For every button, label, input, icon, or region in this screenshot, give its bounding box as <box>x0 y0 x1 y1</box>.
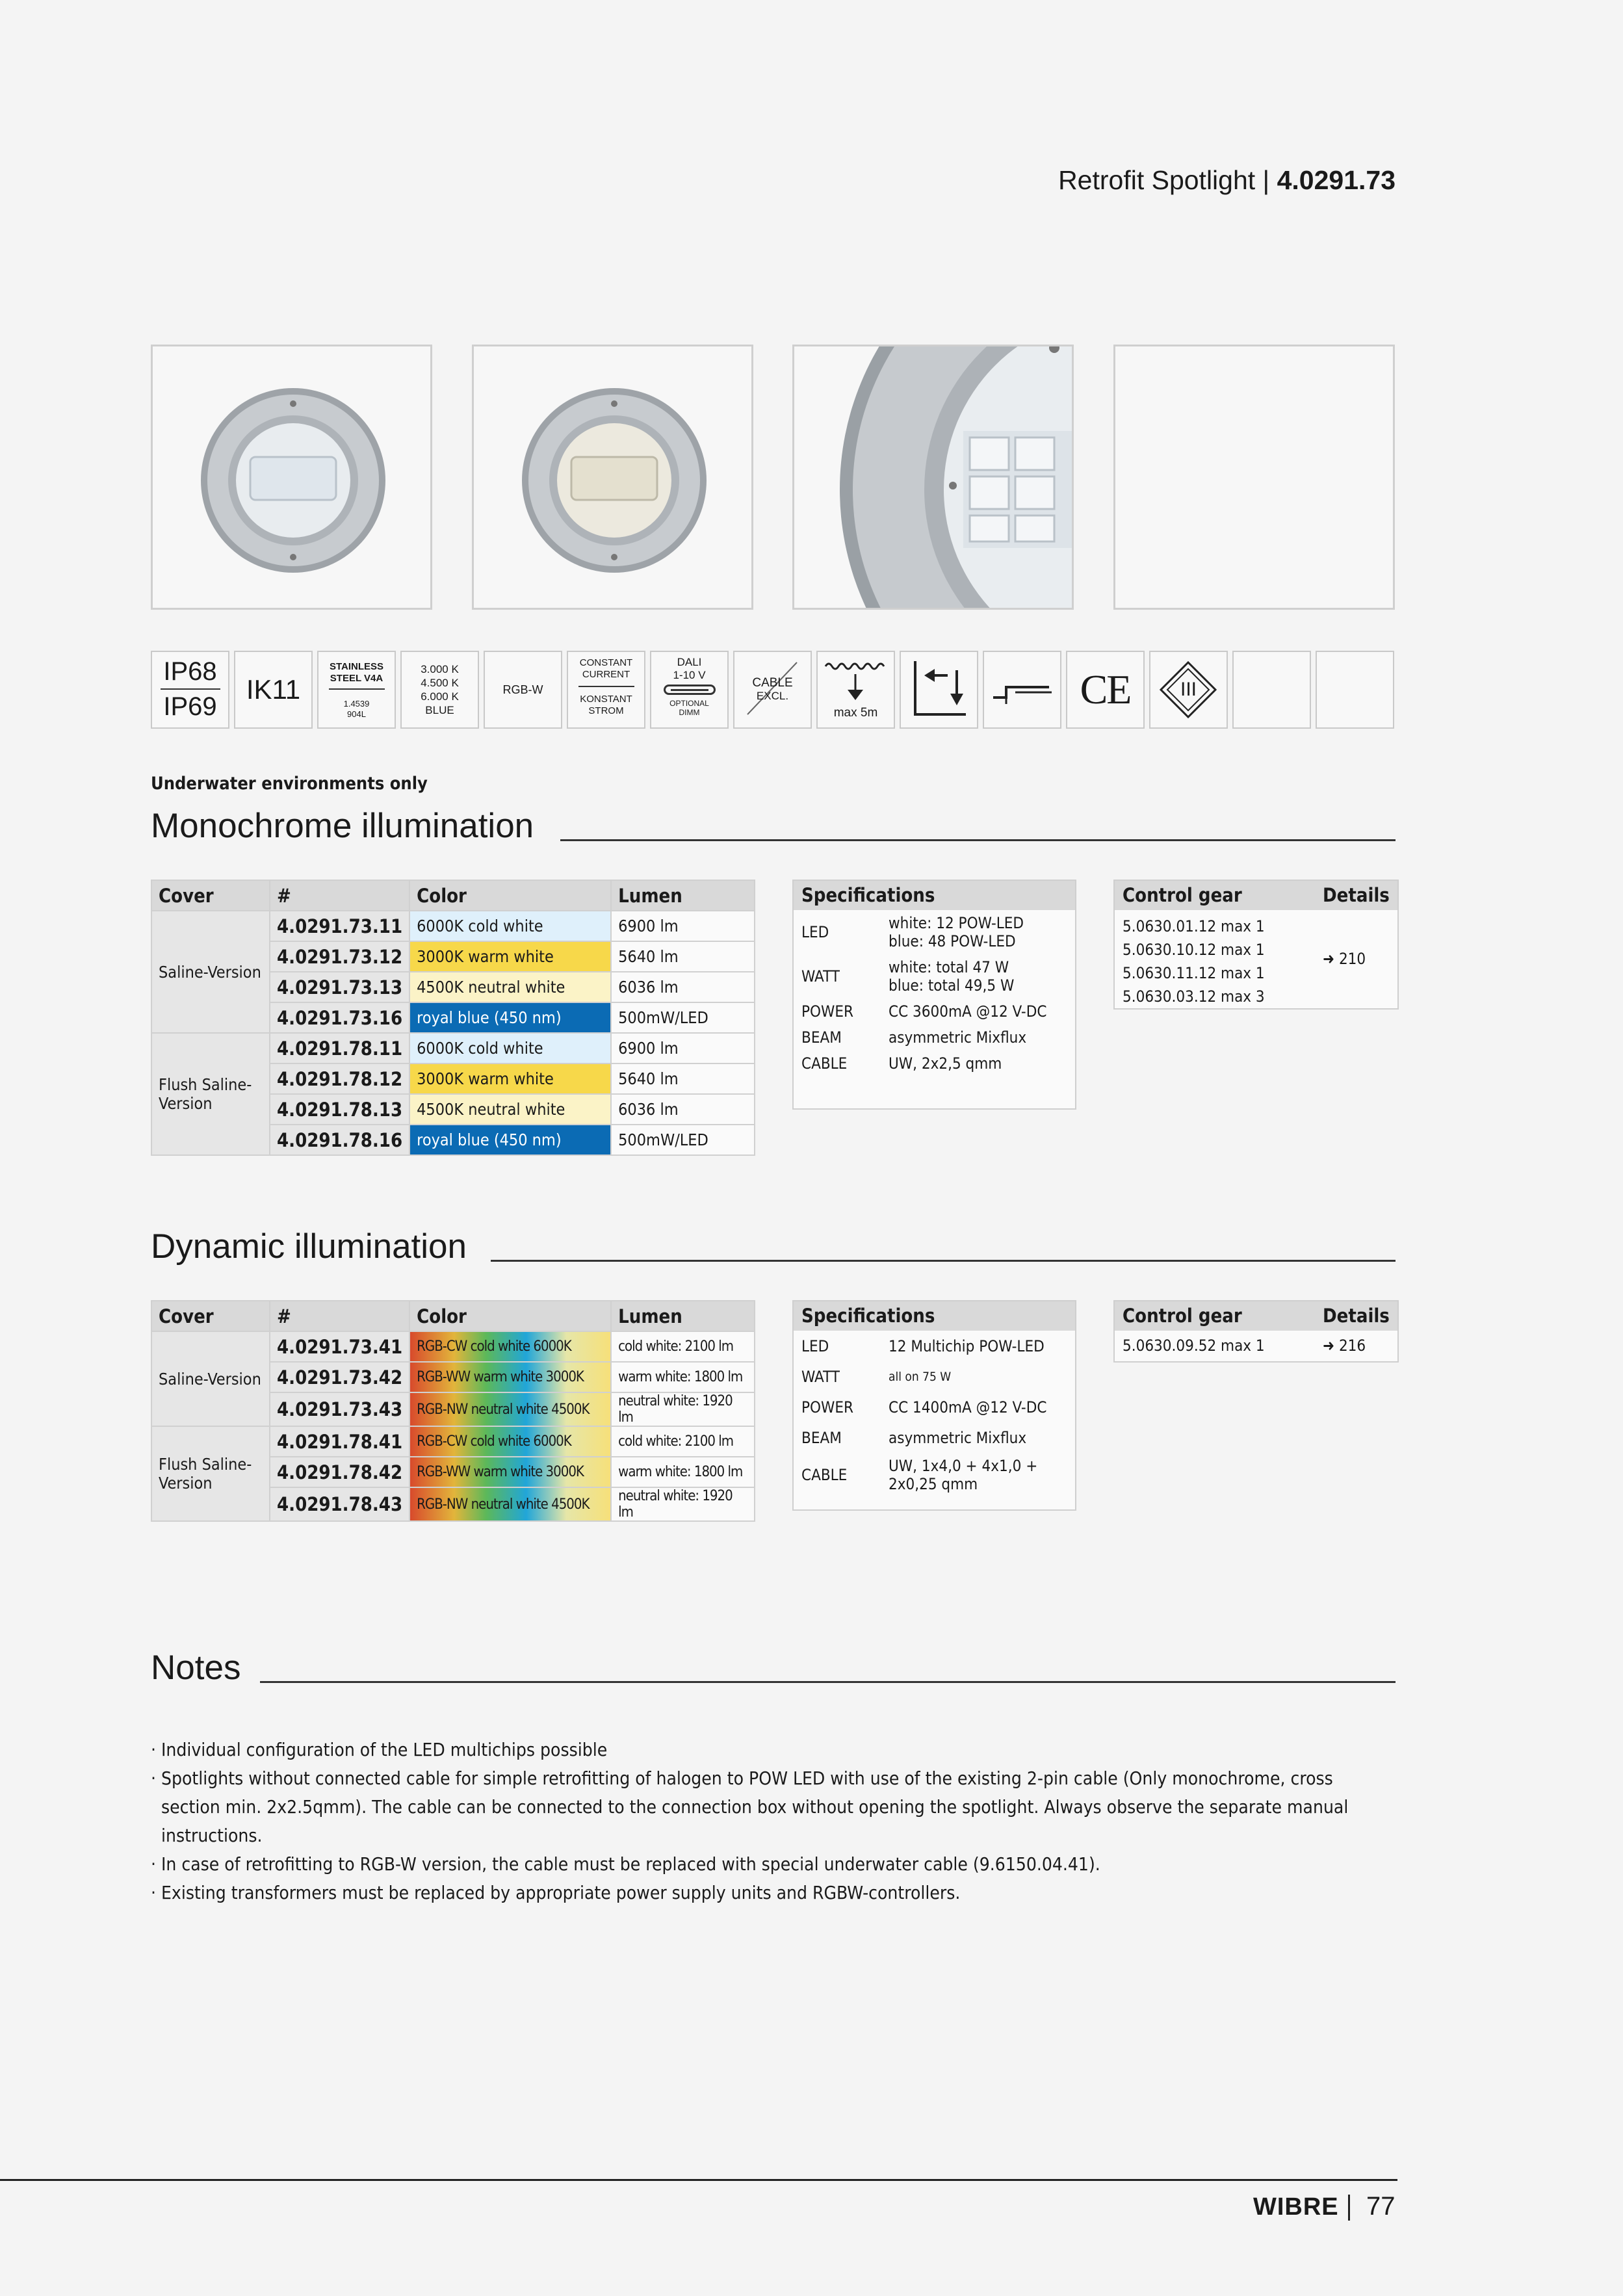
subtitle: Underwater environments only <box>151 774 428 794</box>
spec-value: asymmetric Mixflux <box>889 1428 1027 1447</box>
footer-divider <box>1348 2195 1350 2221</box>
lumen-cell: 6900 lm <box>611 911 755 941</box>
color-cell: RGB-CW cold white 6000K <box>409 1426 611 1457</box>
color-cell: 4500K neutral white <box>409 1094 611 1125</box>
color-cell: 4500K neutral white <box>409 972 611 1002</box>
spec-key: WATT <box>801 967 840 985</box>
specs-title: Specifications <box>794 881 1075 910</box>
recessed-mounting-icon <box>900 651 978 729</box>
spec-key: POWER <box>801 1002 854 1021</box>
dyn-specifications <box>792 1300 1076 1511</box>
spec-value: UW, 2x2,5 qmm <box>889 1054 1002 1073</box>
lumen-cell: 500mW/LED <box>611 1125 755 1155</box>
spec-value: asymmetric Mixflux <box>889 1028 1027 1047</box>
dyn-control-gear <box>1113 1300 1399 1363</box>
cable-excluded-icon: CABLE EXCL. <box>733 651 812 729</box>
product-photo-empty <box>1113 345 1395 610</box>
lumen-cell: 6036 lm <box>611 1094 755 1125</box>
stainless-steel-icon: STAINLESS STEEL V4A 1.4539 904L <box>317 651 396 729</box>
spec-row <box>794 998 1075 1024</box>
item-number: 4.0291.78.42 <box>270 1457 409 1487</box>
product-photo-1 <box>151 345 432 610</box>
lumen-cell: neutral white: 1920 lm <box>611 1487 755 1521</box>
spec-row <box>794 1392 1075 1422</box>
spec-row <box>794 1050 1075 1076</box>
flush-mounting-icon <box>983 651 1061 729</box>
product-photo-2 <box>472 345 753 610</box>
table-row <box>151 1426 755 1457</box>
gear-item: 5.0630.09.52 max 1 <box>1123 1337 1265 1355</box>
dyn-heading-rule <box>491 1260 1396 1262</box>
table-row <box>151 1033 755 1063</box>
spec-value: all on 75 W <box>889 1369 952 1384</box>
dyn-table <box>151 1300 755 1522</box>
spec-value: 12 Multichip POW-LED <box>889 1337 1045 1355</box>
item-number: 4.0291.78.13 <box>270 1094 409 1125</box>
ik-rating-icon: IK11 <box>234 651 313 729</box>
empty-icon-slot <box>1232 651 1311 729</box>
spec-key: POWER <box>801 1398 854 1416</box>
item-number: 4.0291.78.41 <box>270 1426 409 1457</box>
spec-value: CC 3600mA @12 V-DC <box>889 1002 1047 1021</box>
mono-table <box>151 880 755 1156</box>
color-cell: RGB-NW neutral white 4500K <box>409 1487 611 1521</box>
mono-heading-rule <box>560 839 1396 841</box>
color-cell: RGB-WW warm white 3000K <box>409 1362 611 1392</box>
col-header: Lumen <box>611 1301 755 1331</box>
mono-control-gear <box>1113 880 1399 1010</box>
lumen-cell: neutral white: 1920 lm <box>611 1392 755 1426</box>
col-header: Cover <box>151 880 270 911</box>
cover-cell: Flush Saline-Version <box>151 1426 270 1521</box>
color-cell: RGB-CW cold white 6000K <box>409 1331 611 1362</box>
brand-logo: WIBRE <box>1253 2193 1339 2221</box>
spec-row <box>794 954 1075 998</box>
spec-row <box>794 1453 1075 1497</box>
spec-key: LED <box>801 923 829 941</box>
gear-header: Control gear Details <box>1115 881 1397 910</box>
color-cell: RGB-NW neutral white 4500K <box>409 1392 611 1426</box>
item-number: 4.0291.78.16 <box>270 1125 409 1155</box>
lumen-cell: 6900 lm <box>611 1033 755 1063</box>
ce-mark-icon: CE <box>1066 651 1145 729</box>
spec-row <box>794 1422 1075 1453</box>
spec-row <box>794 1024 1075 1050</box>
col-header: # <box>270 880 409 911</box>
lumen-cell: warm white: 1800 lm <box>611 1362 755 1392</box>
lumen-cell: 5640 lm <box>611 1063 755 1094</box>
constant-current-icon: CONSTANT CURRENT KONSTANT STROM <box>567 651 645 729</box>
spec-key: BEAM <box>801 1428 842 1447</box>
ip-rating-icon: IP68 IP69 <box>151 651 229 729</box>
color-cell: royal blue (450 nm) <box>409 1002 611 1033</box>
spec-row <box>794 1361 1075 1392</box>
spec-row <box>794 1331 1075 1361</box>
table-row <box>151 911 755 941</box>
note-item: · Individual configuration of the LED multichips possible <box>151 1739 608 1760</box>
color-cell: 3000K warm white <box>409 941 611 972</box>
dyn-heading: Dynamic illumination <box>151 1227 467 1266</box>
spec-value: CC 1400mA @12 V-DC <box>889 1398 1047 1416</box>
spec-key: CABLE <box>801 1054 848 1073</box>
lumen-cell: 500mW/LED <box>611 1002 755 1033</box>
item-number: 4.0291.73.13 <box>270 972 409 1002</box>
spec-value: white: 12 POW-LED blue: 48 POW-LED <box>889 914 1024 950</box>
lumen-cell: 5640 lm <box>611 941 755 972</box>
spec-row <box>794 910 1075 954</box>
note-item: · Spotlights without connected cable for simple retrofitting of halogen to POW LED with use of the existing 2-pin cable (Only monochrome, cross section min. 2x2.5qmm). The cable can be connected to the connection box without opening the spotlight. Always observe the separate manual instructions. <box>151 1768 1349 1846</box>
col-header: Lumen <box>611 880 755 911</box>
item-number: 4.0291.73.16 <box>270 1002 409 1033</box>
color-cell: 6000K cold white <box>409 1033 611 1063</box>
lumen-cell: cold white: 2100 lm <box>611 1426 755 1457</box>
cover-cell: Saline-Version <box>151 911 270 1033</box>
note-item: · Existing transformers must be replaced by appropriate power supply units and RGBW-controllers. <box>151 1882 961 1903</box>
item-number: 4.0291.73.12 <box>270 941 409 972</box>
installation-depth-icon: max 5m <box>816 651 895 729</box>
item-number: 4.0291.73.43 <box>270 1392 409 1426</box>
mono-heading: Monochrome illumination <box>151 807 534 845</box>
spec-key: LED <box>801 1337 829 1355</box>
color-cell: 6000K cold white <box>409 911 611 941</box>
note-item: · In case of retrofitting to RGB-W version, the cable must be replaced with special underwater cable (9.6150.04.41). <box>151 1853 1100 1875</box>
page-number: 77 <box>1366 2192 1396 2221</box>
page-title: Retrofit Spotlight | 4.0291.73 <box>1058 165 1396 195</box>
details-link[interactable]: ➜ 216 <box>1323 1337 1366 1355</box>
col-header: Cover <box>151 1301 270 1331</box>
footer-rule <box>0 2179 1397 2181</box>
color-cell: 3000K warm white <box>409 1063 611 1094</box>
cover-cell: Saline-Version <box>151 1331 270 1426</box>
specs-title: Specifications <box>794 1301 1075 1331</box>
lumen-cell: 6036 lm <box>611 972 755 1002</box>
lumen-cell: warm white: 1800 lm <box>611 1457 755 1487</box>
cover-cell: Flush Saline-Version <box>151 1033 270 1155</box>
details-link[interactable]: ➜ 210 <box>1323 950 1366 968</box>
item-number: 4.0291.78.12 <box>270 1063 409 1094</box>
protection-class-iii-icon: III <box>1149 651 1228 729</box>
gear-list: 5.0630.01.12 max 1 5.0630.10.12 max 1 5.0630.11.12 max 1 5.0630.03.12 max 3 <box>1123 917 1265 1006</box>
col-header: # <box>270 1301 409 1331</box>
item-number: 4.0291.78.43 <box>270 1487 409 1521</box>
dali-dimming-icon: DALI 1-10 V OPTIONAL DIMM <box>650 651 729 729</box>
gear-header: Control gear Details <box>1115 1301 1397 1331</box>
mono-specifications <box>792 880 1076 1110</box>
spec-value: white: total 47 W blue: total 49,5 W <box>889 958 1015 995</box>
item-number: 4.0291.78.11 <box>270 1033 409 1063</box>
empty-icon-slot <box>1316 651 1394 729</box>
spec-key: WATT <box>801 1367 840 1386</box>
item-number: 4.0291.73.42 <box>270 1362 409 1392</box>
product-photo-detail <box>792 345 1074 610</box>
col-header: Color <box>409 1301 611 1331</box>
table-row <box>151 1331 755 1362</box>
notes-heading: Notes <box>151 1649 241 1687</box>
notes-heading-rule <box>260 1681 1396 1683</box>
rgbw-icon: RGB-W <box>484 651 562 729</box>
spec-key: CABLE <box>801 1466 848 1484</box>
item-number: 4.0291.73.41 <box>270 1331 409 1362</box>
col-header: Color <box>409 880 611 911</box>
item-number: 4.0291.73.11 <box>270 911 409 941</box>
spec-value: UW, 1x4,0 + 4x1,0 + 2x0,25 qmm <box>889 1457 1038 1493</box>
spec-key: BEAM <box>801 1028 842 1047</box>
color-cell: royal blue (450 nm) <box>409 1125 611 1155</box>
color-cell: RGB-WW warm white 3000K <box>409 1457 611 1487</box>
color-temperature-icon: 3.000 K 4.500 K 6.000 K BLUE <box>400 651 479 729</box>
lumen-cell: cold white: 2100 lm <box>611 1331 755 1362</box>
notes-list <box>151 1736 1373 1907</box>
